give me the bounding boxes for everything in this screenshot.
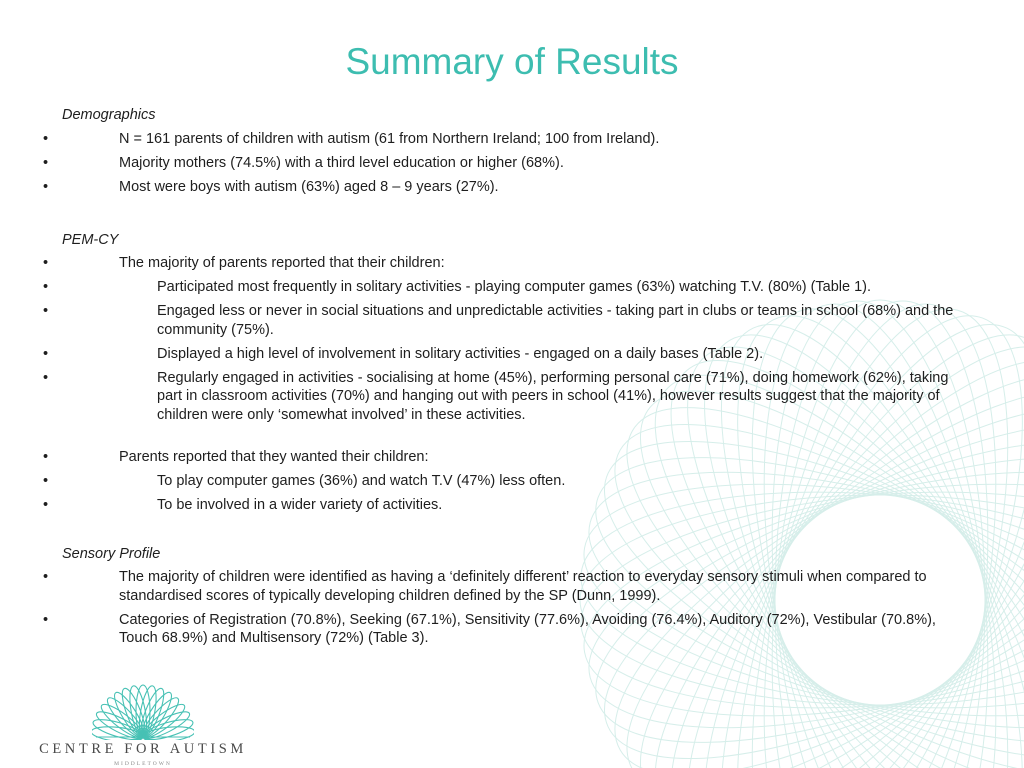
logo-name: CENTRE FOR AUTISM [39, 741, 247, 757]
sensory-bullet: • The majority of children were identified as having a ‘definitely different’ reaction to everyday sensory stimuli when compared to standardised scores of typically developing children defined by the SP (Dunn, 1999). [62, 568, 962, 605]
pemcy-bullet: • Parents reported that they wanted their children: [62, 448, 962, 467]
pemcy-sub-bullet: • To play computer games (36%) and watch T.V (47%) less often. [62, 472, 962, 491]
pemcy-sub-bullet: • Participated most frequently in solitary activities - playing computer games (63%) watching T.V. (80%) (Table 1). [62, 278, 962, 297]
logo-subtitle: MIDDLETOWN [114, 761, 172, 767]
centre-for-autism-logo [38, 680, 248, 768]
slide-content [62, 106, 962, 653]
section-heading-pemcy: PEM-CY [62, 231, 119, 248]
demographics-list [62, 130, 962, 197]
pemcy-sub-bullet: • Regularly engaged in activities - socialising at home (45%), performing personal care (71%), doing homework (62%), taking part in classroom activities (70%) and hanging out with peers in school (41%), however results suggest that the majority of children were only ‘somewhat involved’ in these activities. [62, 369, 962, 425]
pemcy-sub-bullet: • Displayed a high level of involvement in solitary activities - engaged on a daily bases (Table 2). [62, 345, 962, 364]
pemcy-list-2 [62, 448, 962, 515]
demographics-bullet: • Majority mothers (74.5%) with a third level education or higher (68%). [62, 154, 962, 173]
demographics-bullet: • Most were boys with autism (63%) aged 8 – 9 years (27%). [62, 178, 962, 197]
slide-title: Summary of Results [345, 41, 679, 82]
lotus-fan-icon [92, 680, 194, 740]
sensory-list [62, 568, 962, 648]
pemcy-sub-bullet: • Engaged less or never in social situations and unpredictable activities - taking part in clubs or teams in school (68%) and the community (75%). [62, 302, 962, 339]
sensory-bullet: • Categories of Registration (70.8%), Seeking (67.1%), Sensitivity (77.6%), Avoiding (76.4%), Auditory (72%), Vestibular (70.8%), Touch 68.9%) and Multisensory (72%) (Table 3). [62, 611, 962, 648]
section-heading-sensory: Sensory Profile [62, 545, 161, 562]
section-heading-demographics: Demographics [62, 107, 156, 123]
pemcy-sub-bullet: • To be involved in a wider variety of activities. [62, 496, 962, 515]
pemcy-list [62, 254, 962, 424]
demographics-bullet: • N = 161 parents of children with autism (61 from Northern Ireland; 100 from Ireland). [62, 130, 962, 149]
pemcy-bullet: • The majority of parents reported that their children: [62, 254, 962, 273]
